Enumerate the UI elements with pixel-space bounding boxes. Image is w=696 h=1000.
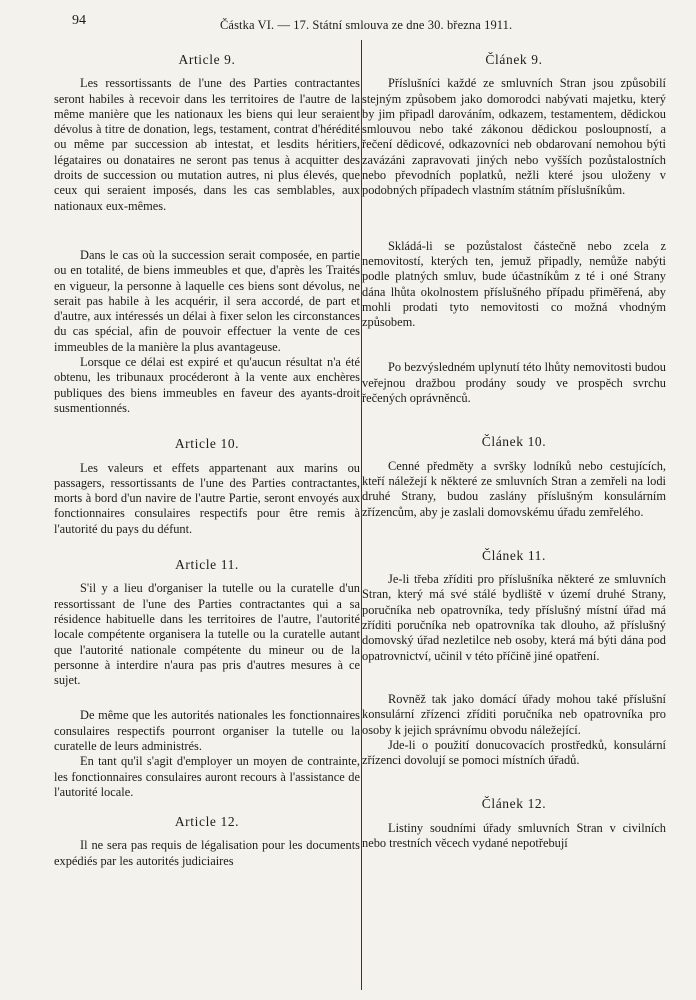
- clanek-12-title: Článek 12.: [481, 796, 547, 812]
- clanek-9-paragraph-3: Po bezvýsledném uplynutí této lhůty nemovitosti budou veřejnou dražbou prodány soudy ve prospěch svrchu řečených oprávněnců.: [362, 360, 666, 406]
- clanek-12: [362, 796, 666, 851]
- french-column: [54, 52, 360, 869]
- clanek-10-title: Článek 10.: [481, 434, 547, 450]
- clanek-11-title: Článek 11.: [482, 547, 546, 563]
- article-12-title: Article 12.: [174, 814, 240, 830]
- running-title: Částka VI. — 17. Státní smlouva ze dne 30. března 1911.: [220, 18, 513, 32]
- article-9: [54, 52, 360, 416]
- article-11: [54, 557, 360, 800]
- article-12-paragraph-1: Il ne sera pas requis de légalisation pour les documents expédiés par les autorités judiciaires: [54, 838, 360, 868]
- article-11-paragraph-2: De même que les autorités nationales les fonctionnaires consulaires respectifs pourront organiser la tutelle ou la curatelle de leurs administrés.: [54, 708, 360, 753]
- article-10-paragraph-1: Les valeurs et effets appartenant aux marins ou passagers, ressortissants de l'une des Parties contractantes, morts à bord d'un navire de l'autre Partie, seront envoyés aux fonctionnaires consulaires respectifs pour être remis à l'autorité du pays du défunt.: [54, 460, 360, 536]
- article-11-title: Article 11.: [175, 557, 239, 573]
- clanek-11-paragraph-2: Rovněž tak jako domácí úřady mohou také příslušní konsulární zřízenci zříditi poručníka neb opatrovníka pro osoby k jejich správnímu obvodu náležející.: [362, 691, 666, 737]
- clanek-12-paragraph-1: Listiny soudními úřady smluvních Stran v civilních nebo trestních věcech vydané nepotřebují: [362, 820, 666, 850]
- article-10: [54, 436, 360, 537]
- article-9-paragraph-1: Les ressortissants de l'une des Parties contractantes seront habiles à recevoir dans les territoires de l'autre de la même manière que les nationaux les biens qui leur seraient dévolus à titre de donation, legs, testament, contrat d'hérédité ou même par succession ab intestat, et lesdits héritiers, légataires ou donataires ne seront pas tenus à acquitter des droits de succession ou mutation autres, ni plus élevés, que ceux qui seraient imposés, dans les cas semblables, aux nationaux eux-mêmes.: [54, 76, 360, 213]
- clanek-9-title: Článek 9.: [485, 52, 543, 67]
- article-10-title: Article 10.: [174, 436, 240, 452]
- clanek-10: [362, 434, 666, 519]
- clanek-11-paragraph-1: Je-li třeba zříditi pro příslušníka některé ze smluvních Stran, který má své stálé bydliště v území druhé Strany, poručníka neb opatrovníka, tedy příslušný místní úřad má zříditi poručníka neb opatrovníka tak dlouho, až příslušný domovský úřad nezletilce neb osoby, která má býti dána pod opatrovnictví, učinil v této příčině jiné opatření.: [362, 572, 666, 663]
- article-9-paragraph-2: Dans le cas où la succession serait composée, en partie ou en totalité, de biens immeubles et que, d'après les Traités en vigueur, la personne à laquelle ces biens sont dévolus, ne serait pas habile à les acquérir, il sera accordé, de part et d'autre, aux intéressés un délai à fixer selon les circonstances du cas spécial, afin de pouvoir effectuer la vente de ces immeubles de la manière la plus avantageuse.: [54, 247, 360, 354]
- clanek-11-paragraph-3: Jde-li o použití donucovacích prostředků, konsulární zřízenci dovolují se pomoci místních úřadů.: [362, 737, 666, 768]
- clanek-9: [362, 52, 666, 406]
- page-number: 94: [72, 13, 86, 28]
- clanek-10-paragraph-1: Cenné předměty a svršky lodníků nebo cestujících, kteří náležejí k některé ze smluvních Stran a zemřeli na lodi druhé Strany, budou zaslány příslušným konsulárním zřízencům, aby je zaslali domovskému úřadu zemřelého.: [362, 458, 666, 519]
- article-12: [54, 814, 360, 869]
- clanek-9-paragraph-1: Příslušníci každé ze smluvních Stran jsou způsobilí stejným způsobem jako domorodci nabývati majetku, který by jim připadl darováním, odkazem, testamentem, dědickou smlouvou nebo také zákonou dědickou posloupností, a řečení dědicové, odkazovníci neb obdarovaní nemohou býti zavázáni zapravovati jiných nebo vyšších pozůstalostních nebo převodních poplatků, nežli které jsou uloženy v podobných případech vlastním státním příslušníkům.: [362, 76, 666, 198]
- czech-column: [362, 52, 666, 851]
- clanek-11: [362, 548, 666, 769]
- article-11-paragraph-3: En tant qu'il s'agit d'employer un moyen de contrainte, les fonctionnaires consulaires auront recours à l'assistance de l'autorité locale.: [54, 754, 360, 799]
- article-9-title: Article 9.: [178, 52, 236, 67]
- clanek-9-paragraph-2: Skládá-li se pozůstalost částečně nebo zcela z nemovitostí, kterých ten, jemuž připadly, nemůže nabýti podle platných smluv, bude účastníkům z té i oné Strany dána lhůta okolnostem příslušného případu přiměřená, aby mohli prodati tyto nemovitosti co možná vhodným způsobem.: [362, 238, 666, 330]
- article-9-paragraph-3: Lorsque ce délai est expiré et qu'aucun résultat n'a été obtenu, les tribunaux procéderont à la vente aux enchères publiques des biens immeubles en faveur des ayants-droit susmentionnés.: [54, 355, 360, 415]
- article-11-paragraph-1: S'il y a lieu d'organiser la tutelle ou la curatelle d'un ressortissant de l'une des Parties contractantes qui a sa résidence habituelle dans les territoires de l'autre, l'autorité locale compétente organisera la tutelle ou la curatelle autant que l'autorité nationale compétente du mineur ou de la personne à interdire n'aura pas pris d'autres mesures à ce sujet.: [54, 581, 360, 688]
